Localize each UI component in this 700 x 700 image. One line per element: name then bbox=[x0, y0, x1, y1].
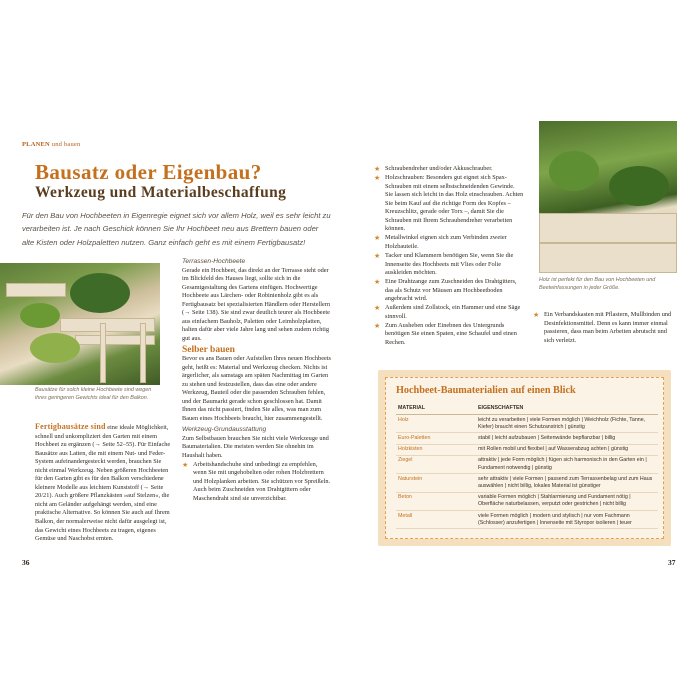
star-bullet-icon: ★ bbox=[374, 251, 381, 260]
star-bullet-icon: ★ bbox=[374, 304, 381, 313]
materials-box-frame bbox=[385, 377, 664, 539]
star-bullet-icon: ★ bbox=[182, 460, 189, 469]
list-item: ★ Metallwinkel eignen sich zum Verbinden zweier Holzbauteile. bbox=[374, 234, 507, 250]
list-item: ★ Ein Verbandskasten mit Pflastern, Mullbinden und Desinfektionsmittel. Denn es kann immer einmal passieren, dass man beim Arbeiten abrutscht und sich verletzt. bbox=[533, 311, 672, 344]
terrassen-text: Gerade ein Hochbeet, das direkt an der Terrasse steht oder im Blickfeld des Hauses liegt, sollte sich in die Gesamtgestaltung des Gartens einfügen. Hochwertige Hochbeete aus Lärchen- oder Robinienholz gibt es als Fertigbausatz bei spezialisierten Händlern oder Herstellern (→ Seite 138). Sie sind zwar deutlich teurer als Hochbeete aus einfachem Bauholz, Paletten oder Leimholzplatten, halten dafür aber viele Jahre lang und sehen zudem richtig gut aus. bbox=[182, 266, 331, 342]
column-1-text bbox=[35, 423, 173, 544]
selber-bauen-heading: Selber bauen bbox=[182, 345, 235, 356]
star-bullet-icon: ★ bbox=[533, 311, 540, 319]
table-row: Ziegel attraktiv | jede Form möglich | fügen sich harmonisch in den Garten ein | Fundament notwendig | günstig bbox=[396, 455, 658, 473]
column-header-properties: EIGENSCHAFTEN bbox=[476, 403, 658, 415]
right-bullet-text bbox=[533, 311, 675, 346]
table-row: Naturstein sehr attraktiv | viele Formen | passend zum Terrassenbelag und zum Haus auswählen | nicht billig, lokales Material ist günstiger bbox=[396, 474, 658, 492]
materials-box-title: Hochbeet-Baumaterialien auf einen Blick bbox=[396, 385, 576, 396]
table-header-row bbox=[396, 403, 658, 415]
list-item: ★ Eine Drahtzange zum Zuschneiden des Drahtgitters, das als Schutz vor Mäusen am Hochbeetboden angebracht wird. bbox=[374, 278, 517, 303]
table-row: Holz leicht zu verarbeiten | viele Formen möglich | Weichholz (Fichte, Tanne, Kiefer) braucht einen Schutzanstrich | günstig bbox=[396, 415, 658, 433]
materials-info-box bbox=[378, 370, 671, 546]
star-bullet-icon: ★ bbox=[374, 234, 381, 243]
right-column-text bbox=[374, 165, 524, 348]
list-item: ★ Zum Ausheben oder Einebnen des Untergrunds benötigen Sie einen Spaten, eine Schaufel und einen Rechen. bbox=[374, 321, 517, 346]
materials-table bbox=[396, 403, 658, 529]
terrassen-heading: Terrassen-Hochbeete bbox=[182, 258, 246, 265]
table-row: Euro-Paletten stabil | leicht aufzubauen | Seitenwände bepflanzbar | billig bbox=[396, 433, 658, 444]
page-number-right: 37 bbox=[668, 558, 676, 567]
page-subtitle: Werkzeug und Materialbeschaffung bbox=[35, 184, 287, 201]
column-header-material: MATERIAL bbox=[396, 403, 476, 415]
column-2-text bbox=[182, 258, 332, 504]
list-item: ★ Holzschrauben: Besonders gut eignet sich Spax-Schrauben mit einem selbstschneidenden Gewinde. Sie lassen sich leicht in das Holz einschrauben. Achten Sie beim Kauf auf die richtige Form des Kopfes – Kreuzschlitz, gerade oder Torx –, damit Sie die Schrauben mit Ihrem Schraubendreher verarbeiten können. bbox=[374, 174, 524, 233]
table-row: Beton variable Formen möglich | Stahlarmierung und Fundament nötig | Oberfläche naturbelassen, verputzt oder gestrichen | nicht billig bbox=[396, 492, 658, 510]
fertigbausaetze-text: eine ideale Möglichkeit, schnell und unkompliziert den Garten mit einem Hochbeet zu ergänzen (→ Seite 52–55). Für Einfache Bausätze aus Latten, die mit einem Nut- und Feder-System aufeinandergesteckt werden, brauchen Sie nicht einmal Werkzeug. Neben größeren Hochbeeten für den Garten gibt es für den Balkon verschiedene kleinere Modelle aus leichtem Kunststoff (→ Seite 20/21). Auch größere Pflanzkästen »auf Stelzen«, die nicht am Geländer aufgehängt werden, sind eine praktische Alternative. So können Sie auch auf Ihrem Balkon, der normalerweise nicht dafür ausgelegt ist, das Gewicht eines Hochbeets zu tragen, eigenes Gemüse und Naschobst ernten. bbox=[35, 424, 171, 543]
list-item: ★ Schraubendreher und/oder Akkuschrauber. bbox=[374, 165, 493, 173]
page-number-left: 36 bbox=[22, 558, 30, 567]
star-bullet-icon: ★ bbox=[374, 165, 381, 173]
page-title: Bausatz oder Eigenbau? bbox=[35, 160, 262, 184]
list-item: ★ Außerdem sind Zollstock, ein Hammer und eine Säge sinnvoll. bbox=[374, 304, 521, 320]
list-item: ★ Tacker und Klammern benötigen Sie, wenn Sie die Innenseite des Hochbeets mit Vlies oder Folie auskleiden möchten. bbox=[374, 251, 514, 277]
section-label: PLANEN und bauen bbox=[22, 141, 81, 148]
star-bullet-icon: ★ bbox=[374, 321, 381, 330]
selber-bauen-text: Bevor es ans Bauen oder Aufstellen Ihres neuen Hochbeets geht, heißt es: Material und Werkzeug checken. Nichts ist ärgerlicher, als samstags am späten Nachmittag im Garten zu stehen und festzustellen, dass das eine oder andere Werkzeug, Bauteil oder die passenden Schrauben fehlen, und der Baumarkt gerade schon geschlossen hat. Damit Ihnen das nicht passiert, finden Sie alles, was man zum Bauen eines Hochbeets braucht, hier zusammengestellt. bbox=[182, 355, 331, 422]
fertigbausaetze-heading: Fertigbausätze sind bbox=[35, 422, 106, 431]
wooden-raised-bed-photo bbox=[539, 121, 677, 273]
photo-caption-left: Bausätze für solch kleine Hochbeete sind wegen ihres geringeren Gewichts ideal für den Balkon. bbox=[35, 387, 152, 401]
balcony-raised-bed-photo bbox=[0, 263, 160, 385]
intro-text: Für den Bau von Hochbeeten in Eigenregie eignet sich vor allem Holz, weil es sehr leicht zu verarbeiten ist. Je nach Geschick können Sie Ihr Hochbeet neu aus Brettern bauen oder alte Kisten oder Holzpaletten nutzen. Ganz einfach geht es mit einem Fertigbausatz! bbox=[22, 211, 331, 247]
werkzeug-text: Zum Selbstbauen brauchen Sie nicht viele Werkzeuge und Baumaterialien. Die meisten werden Sie ohnehin im Haushalt haben. bbox=[182, 434, 329, 460]
werkzeug-heading: Werkzeug-Grundausstattung bbox=[182, 426, 267, 434]
table-row: Holzkisten mit Rollen mobil und flexibel | auf Wasserabzug achten | günstig bbox=[396, 444, 658, 455]
photo-caption-right: Holz ist perfekt für den Bau von Hochbeeten und Beeteinfassungen in jeder Größe. bbox=[539, 277, 656, 291]
star-bullet-icon: ★ bbox=[374, 278, 381, 287]
table-row: Metall viele Formen möglich | modern und stylisch | nur vom Fachmann (Schlosser) anzufertigen | Innenseite mit Styropor isolieren | teuer bbox=[396, 511, 658, 529]
star-bullet-icon: ★ bbox=[374, 174, 381, 183]
list-item: ★ Arbeitshandschuhe sind unbedingt zu empfehlen, wenn Sie mit ungehobelten oder rohen Holzbrettern und Holzplanken arbeiten. Sie schützen vor Spreißeln. Auch beim Zuschneiden von Drahtgittern oder Maschendraht sind sie unverzichtbar. bbox=[182, 460, 331, 502]
